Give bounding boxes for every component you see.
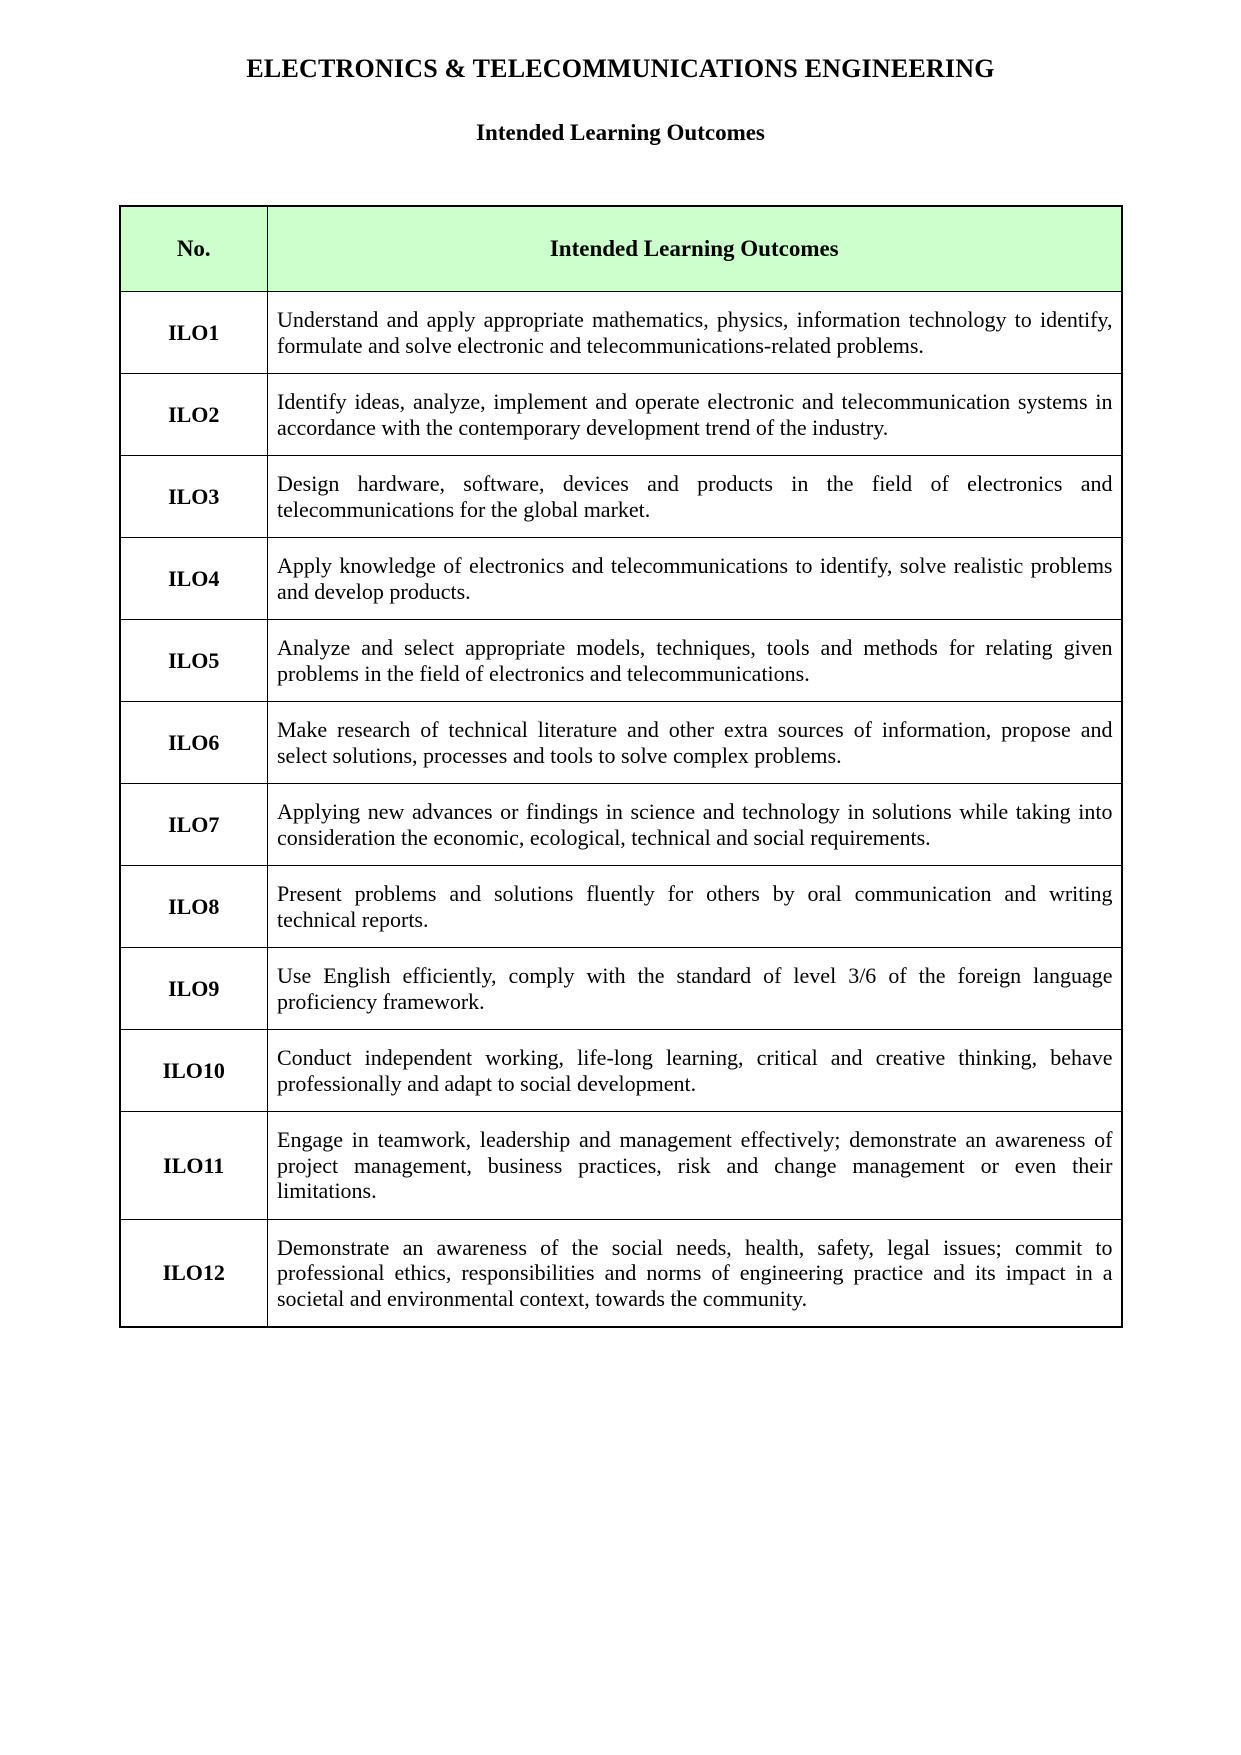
table-row [120, 374, 1122, 456]
ilo-number: ILO10 [120, 1030, 268, 1112]
ilo-number: ILO5 [120, 620, 268, 702]
table-row [120, 702, 1122, 784]
ilo-number: ILO11 [120, 1112, 268, 1220]
ilo-number: ILO12 [120, 1219, 268, 1327]
ilo-number: ILO4 [120, 538, 268, 620]
ilo-table [119, 205, 1123, 1328]
table-row [120, 620, 1122, 702]
ilo-outcome-text: Engage in teamwork, leadership and management effectively; demonstrate an awareness of project management, business practices, risk and change management or even their limitations. [268, 1112, 1122, 1220]
table-row [120, 866, 1122, 948]
table-row [120, 1112, 1122, 1220]
ilo-outcome-text: Use English efficiently, comply with the standard of level 3/6 of the foreign language proficiency framework. [268, 948, 1122, 1030]
ilo-number: ILO1 [120, 292, 268, 374]
header-cell-outcomes: Intended Learning Outcomes [268, 206, 1122, 292]
table-header-row [120, 206, 1122, 292]
ilo-outcome-text: Analyze and select appropriate models, techniques, tools and methods for relating given problems in the field of electronics and telecommunications. [268, 620, 1122, 702]
ilo-outcome-text: Identify ideas, analyze, implement and operate electronic and telecommunication systems in accordance with the contemporary development trend of the industry. [268, 374, 1122, 456]
header-cell-no: No. [120, 206, 268, 292]
table-row [120, 456, 1122, 538]
table-row [120, 784, 1122, 866]
ilo-outcome-text: Conduct independent working, life-long learning, critical and creative thinking, behave professionally and adapt to social development. [268, 1030, 1122, 1112]
ilo-outcome-text: Design hardware, software, devices and products in the field of electronics and telecommunications for the global market. [268, 456, 1122, 538]
ilo-outcome-text: Understand and apply appropriate mathematics, physics, information technology to identify, formulate and solve electronic and telecommunications-related problems. [268, 292, 1122, 374]
document-subtitle: Intended Learning Outcomes [476, 119, 765, 145]
ilo-number: ILO6 [120, 702, 268, 784]
ilo-number: ILO8 [120, 866, 268, 948]
ilo-outcome-text: Present problems and solutions fluently for others by oral communication and writing technical reports. [268, 866, 1122, 948]
ilo-outcome-text: Apply knowledge of electronics and telecommunications to identify, solve realistic problems and develop products. [268, 538, 1122, 620]
table-row [120, 292, 1122, 374]
ilo-number: ILO7 [120, 784, 268, 866]
ilo-number: ILO3 [120, 456, 268, 538]
ilo-number: ILO9 [120, 948, 268, 1030]
ilo-outcome-text: Demonstrate an awareness of the social needs, health, safety, legal issues; commit to professional ethics, responsibilities and norms of engineering practice and its impact in a societal and environmental context, towards the community. [268, 1219, 1122, 1327]
document-title: ELECTRONICS & TELECOMMUNICATIONS ENGINEERING [246, 54, 995, 83]
table-row [120, 1030, 1122, 1112]
ilo-number: ILO2 [120, 374, 268, 456]
ilo-outcome-text: Applying new advances or findings in science and technology in solutions while taking into consideration the economic, ecological, technical and social requirements. [268, 784, 1122, 866]
table-row [120, 538, 1122, 620]
table-row [120, 1219, 1122, 1327]
ilo-outcome-text: Make research of technical literature and other extra sources of information, propose and select solutions, processes and tools to solve complex problems. [268, 702, 1122, 784]
table-row [120, 948, 1122, 1030]
